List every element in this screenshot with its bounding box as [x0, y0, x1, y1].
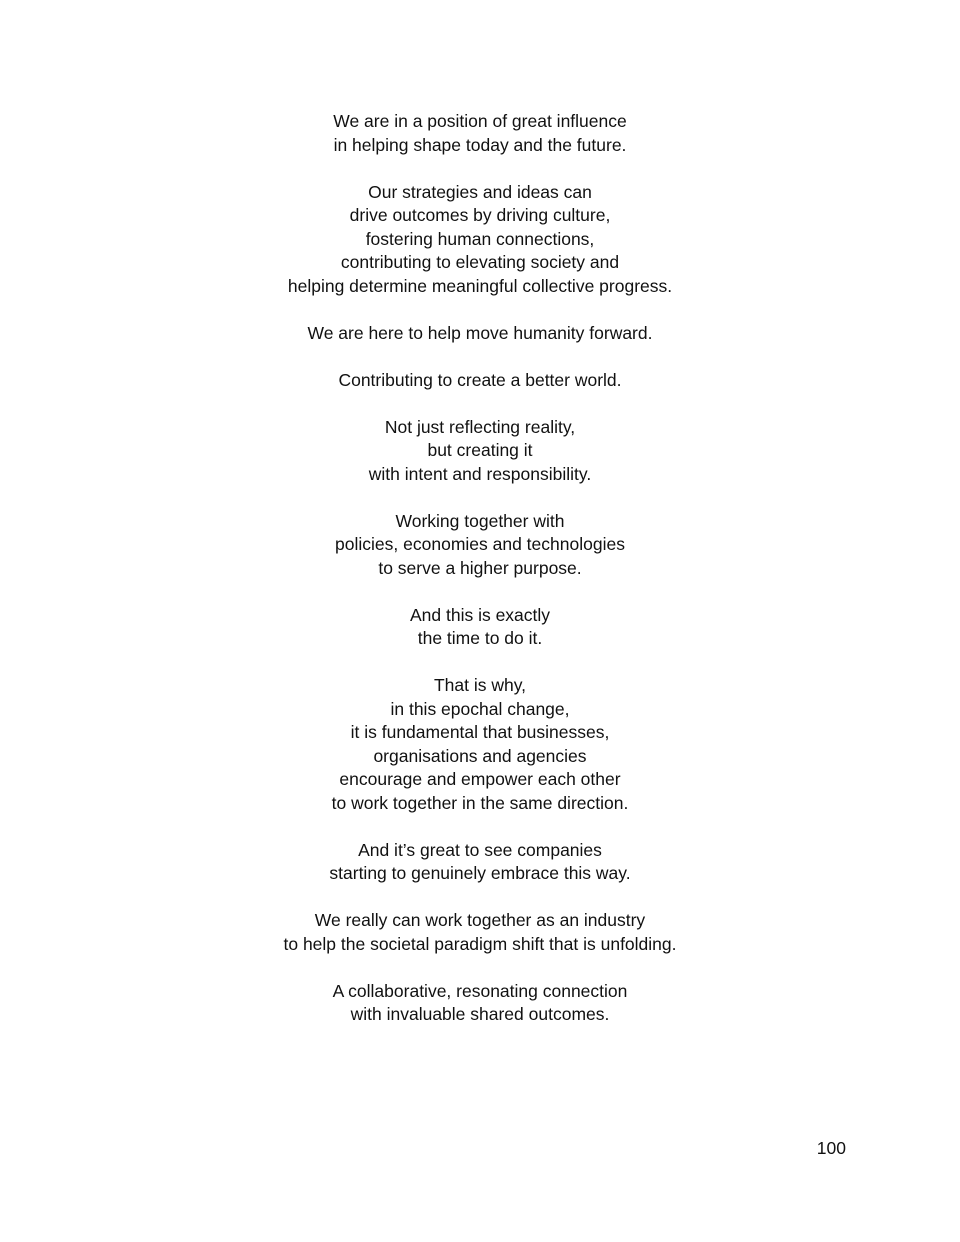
poem-line: That is why,	[433, 675, 527, 695]
poem-line: Our strategies and ideas can	[368, 181, 592, 202]
stanza-11	[0, 980, 960, 1027]
poem-line: to work together in the same direction.	[331, 792, 629, 813]
poem-line: in helping shape today and the future.	[333, 134, 627, 155]
poem-line: Contributing to create a better world.	[338, 369, 622, 390]
poem-line: contributing to elevating society and	[340, 252, 620, 272]
poem-line: but creating it	[427, 440, 533, 460]
poem-line: helping determine meaningful collective progress.	[287, 275, 673, 296]
stanza-6	[0, 510, 960, 581]
poem-line: And this is exactly	[409, 604, 551, 625]
poem-line: organisations and agencies	[373, 745, 587, 766]
poem-line: in this epochal change,	[390, 698, 570, 719]
poem-line: policies, economies and technologies	[335, 534, 625, 554]
stanza-10	[0, 909, 960, 956]
poem-line: it is fundamental that businesses,	[350, 722, 610, 742]
page-number: 100	[816, 1138, 846, 1158]
stanza-4	[0, 369, 960, 393]
poem-line: the time to do it.	[417, 628, 543, 648]
poem-line: drive outcomes by driving culture,	[349, 205, 611, 225]
poem-line: to help the societal paradigm shift that is unfolding.	[283, 933, 677, 954]
stanza-8	[0, 674, 960, 815]
poem-line: Not just reflecting reality,	[384, 416, 576, 437]
stanza-9	[0, 839, 960, 886]
poem-line: Working together with	[395, 510, 565, 531]
poem-text	[0, 110, 960, 1050]
stanza-1	[0, 110, 960, 157]
stanza-5	[0, 416, 960, 487]
stanza-3	[0, 322, 960, 346]
poem-line: to serve a higher purpose.	[378, 557, 582, 578]
poem-line: with invaluable shared outcomes.	[350, 1004, 610, 1024]
poem-line: We are in a position of great influence	[333, 111, 627, 131]
poem-line: encourage and empower each other	[339, 769, 621, 789]
poem-line: We are here to help move humanity forward.	[307, 322, 653, 343]
poem-line: A collaborative, resonating connection	[332, 980, 628, 1001]
poem-line: And it’s great to see companies	[358, 839, 602, 860]
poem-line: We really can work together as an industry	[314, 910, 646, 930]
poem-line: starting to genuinely embrace this way.	[329, 863, 631, 883]
stanza-7	[0, 604, 960, 651]
stanza-2	[0, 181, 960, 299]
poem-line: with intent and responsibility.	[368, 463, 592, 484]
poem-line: fostering human connections,	[365, 228, 595, 249]
